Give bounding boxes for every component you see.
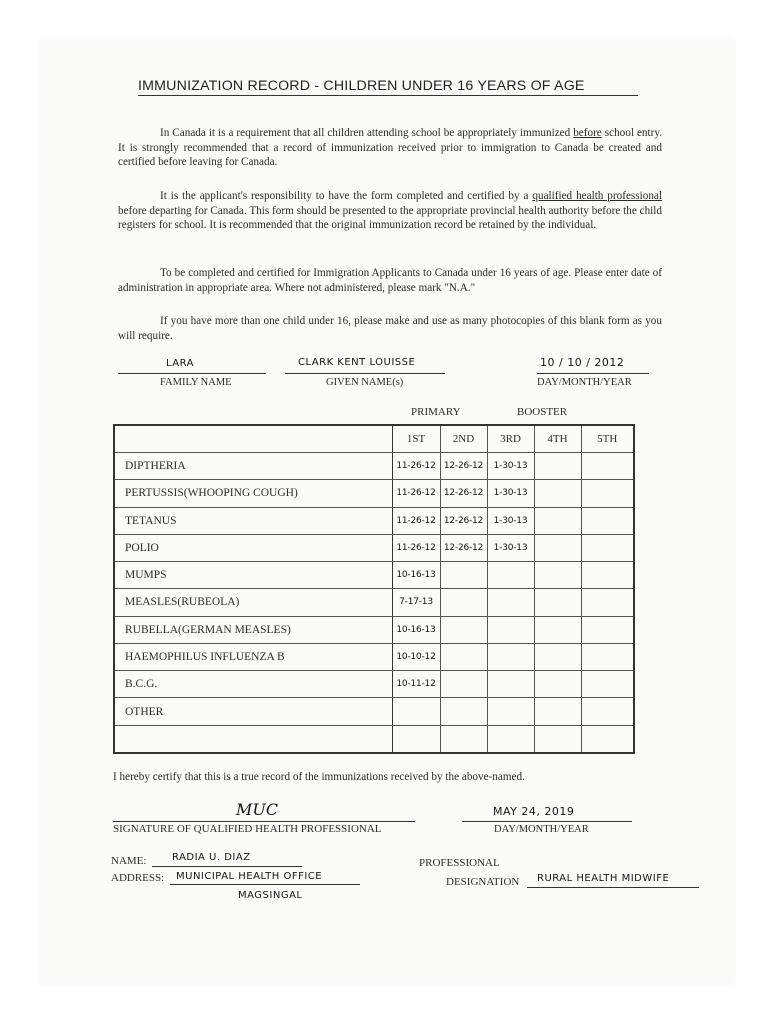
vaccine-name <box>114 725 392 753</box>
dose-date-cell[interactable] <box>581 453 634 480</box>
table-row <box>114 698 634 725</box>
name-line <box>152 866 302 867</box>
immunization-table <box>113 424 635 754</box>
table-row <box>114 616 634 643</box>
table-row <box>114 562 634 589</box>
table-row <box>114 671 634 698</box>
dose-date-cell[interactable] <box>534 453 581 480</box>
paragraph-instructions <box>118 266 662 295</box>
dose-date-cell[interactable]: 12-26-12 <box>440 507 487 534</box>
dose-date-cell[interactable]: 11-26-12 <box>392 453 440 480</box>
dose-date-cell[interactable]: 1-30-13 <box>487 507 534 534</box>
dose-date-cell[interactable] <box>581 589 634 616</box>
dose-date-cell[interactable]: 11-26-12 <box>392 507 440 534</box>
dose-date-cell[interactable] <box>581 725 634 753</box>
dose-date-cell[interactable] <box>392 698 440 725</box>
dose-date-cell[interactable] <box>440 671 487 698</box>
paragraph-requirement <box>118 126 662 170</box>
vaccine-name: TETANUS <box>114 507 392 534</box>
vaccine-name: MEASLES(RUBEOLA) <box>114 589 392 616</box>
dose-date-cell[interactable]: 11-26-12 <box>392 480 440 507</box>
dose-date-cell[interactable]: 12-26-12 <box>440 534 487 561</box>
dose-date-cell[interactable] <box>534 698 581 725</box>
certification-date-label: DAY/MONTH/YEAR <box>494 824 589 835</box>
signature-label: SIGNATURE OF QUALIFIED HEALTH PROFESSIONAL <box>113 823 382 835</box>
dose-date-cell[interactable] <box>581 671 634 698</box>
certification-date-value[interactable]: MAY 24, 2019 <box>493 805 575 818</box>
paragraph-requirement-underlined: before <box>573 127 602 139</box>
family-name-value[interactable]: LARA <box>166 358 195 369</box>
paragraph-requirement-text-b: school entry. It is strongly recommended that a record of immunization received prior to immigration to Canada be created and certified before leaving for Canada. <box>118 127 662 168</box>
paragraph-requirement-text-a: In Canada it is a requirement that all children attending school be appropriately immunized <box>160 127 574 139</box>
dose-date-cell[interactable] <box>487 616 534 643</box>
dose-date-cell[interactable] <box>534 534 581 561</box>
column-header-2nd: 2ND <box>440 425 487 453</box>
designation-value[interactable]: RURAL HEALTH MIDWIFE <box>537 873 670 884</box>
dose-date-cell[interactable] <box>440 643 487 670</box>
given-names-value[interactable]: CLARK KENT LOUISSE <box>298 357 416 368</box>
table-row <box>114 589 634 616</box>
dose-date-cell[interactable]: 1-30-13 <box>487 534 534 561</box>
dose-date-cell[interactable]: 1-30-13 <box>487 453 534 480</box>
dose-date-cell[interactable] <box>487 698 534 725</box>
designation-label: DESIGNATION <box>446 876 520 888</box>
column-header-1st: 1ST <box>392 425 440 453</box>
given-names-line <box>285 373 445 374</box>
birth-date-label: DAY/MONTH/YEAR <box>537 377 632 388</box>
vaccine-name: RUBELLA(GERMAN MEASLES) <box>114 616 392 643</box>
dose-date-cell[interactable]: 10-11-12 <box>392 671 440 698</box>
dose-date-cell[interactable] <box>440 698 487 725</box>
table-row <box>114 453 634 480</box>
dose-date-cell[interactable] <box>534 671 581 698</box>
dose-date-cell[interactable] <box>534 589 581 616</box>
dose-date-cell[interactable]: 11-26-12 <box>392 534 440 561</box>
column-header-5th: 5TH <box>581 425 634 453</box>
form-title: IMMUNIZATION RECORD - CHILDREN UNDER 16 YEARS OF AGE <box>138 78 638 96</box>
name-label: NAME: <box>111 855 147 867</box>
table-row <box>114 480 634 507</box>
table-row <box>114 643 634 670</box>
dose-date-cell[interactable] <box>487 725 534 753</box>
table-header-blank <box>114 425 392 453</box>
family-name-label: FAMILY NAME <box>160 377 232 388</box>
vaccine-name: HAEMOPHILUS INFLUENZA B <box>114 643 392 670</box>
dose-date-cell[interactable] <box>487 589 534 616</box>
dose-date-cell[interactable] <box>487 643 534 670</box>
address-line <box>170 884 360 885</box>
vaccine-name: B.C.G. <box>114 671 392 698</box>
vaccine-name: MUMPS <box>114 562 392 589</box>
signature-line <box>113 821 415 822</box>
paragraph-photocopies <box>118 314 662 343</box>
vaccine-name: PERTUSSIS(WHOOPING COUGH) <box>114 480 392 507</box>
dose-date-cell[interactable]: 1-30-13 <box>487 480 534 507</box>
table-header-row <box>114 425 634 453</box>
column-header-3rd: 3RD <box>487 425 534 453</box>
given-names-label: GIVEN NAME(s) <box>326 377 404 388</box>
dose-date-cell[interactable] <box>581 534 634 561</box>
dose-date-cell[interactable] <box>487 562 534 589</box>
table-row <box>114 725 634 753</box>
dose-date-cell[interactable] <box>534 725 581 753</box>
dose-date-cell[interactable] <box>581 480 634 507</box>
vaccine-name: DIPTHERIA <box>114 453 392 480</box>
table-row <box>114 507 634 534</box>
column-header-4th: 4TH <box>534 425 581 453</box>
professional-label: PROFESSIONAL <box>419 857 500 869</box>
professional-name-value[interactable]: RADIA U. DIAZ <box>172 852 251 863</box>
dose-date-cell[interactable] <box>534 507 581 534</box>
dose-date-cell[interactable]: 10-16-13 <box>392 562 440 589</box>
signature-value[interactable]: MUC <box>236 800 279 819</box>
certification-date-line <box>462 821 632 822</box>
dose-date-cell[interactable]: 12-26-12 <box>440 453 487 480</box>
address-line1-value[interactable]: MUNICIPAL HEALTH OFFICE <box>176 871 323 882</box>
dose-date-cell[interactable] <box>581 698 634 725</box>
dose-date-cell[interactable] <box>440 562 487 589</box>
vaccine-name: OTHER <box>114 698 392 725</box>
family-name-line <box>118 373 266 374</box>
table-row <box>114 534 634 561</box>
designation-line <box>527 887 699 888</box>
paragraph-responsibility-text-a: It is the applicant's responsibility to have the form completed and certified by a <box>160 190 533 202</box>
address-line2-value[interactable]: MAGSINGAL <box>238 890 303 901</box>
dose-date-cell[interactable] <box>581 507 634 534</box>
dose-date-cell[interactable] <box>534 562 581 589</box>
certification-statement: I hereby certify that this is a true record of the immunizations received by the above-named. <box>113 771 525 783</box>
birth-date-value[interactable]: 10 / 10 / 2012 <box>540 356 625 369</box>
dose-date-cell[interactable] <box>440 589 487 616</box>
dose-date-cell[interactable] <box>392 725 440 753</box>
paragraph-photocopies-text: If you have more than one child under 16, please make and use as many photocopies of this blank form as you will require. <box>118 315 662 342</box>
dose-date-cell[interactable] <box>534 616 581 643</box>
dose-date-cell[interactable]: 7-17-13 <box>392 589 440 616</box>
primary-header: PRIMARY <box>411 406 461 418</box>
dose-date-cell[interactable] <box>534 643 581 670</box>
dose-date-cell[interactable] <box>440 725 487 753</box>
dose-date-cell[interactable] <box>581 562 634 589</box>
birth-date-line <box>537 373 649 374</box>
dose-date-cell[interactable] <box>487 671 534 698</box>
dose-date-cell[interactable] <box>440 616 487 643</box>
paragraph-responsibility <box>118 189 662 233</box>
address-label: ADDRESS: <box>111 872 165 884</box>
dose-date-cell[interactable]: 10-10-12 <box>392 643 440 670</box>
dose-date-cell[interactable] <box>581 643 634 670</box>
dose-date-cell[interactable] <box>581 616 634 643</box>
paragraph-responsibility-underlined: qualified health professional <box>532 190 662 202</box>
booster-header: BOOSTER <box>517 406 568 418</box>
dose-date-cell[interactable]: 12-26-12 <box>440 480 487 507</box>
paragraph-instructions-text: To be completed and certified for Immigration Applicants to Canada under 16 years of age. Please enter date of administration in appropriate area. Where not administered, please mark "N.A." <box>118 267 662 294</box>
dose-date-cell[interactable] <box>534 480 581 507</box>
paragraph-responsibility-text-b: before departing for Canada. This form should be presented to the appropriate provincial health authority before the child registers for school. It is recommended that the original immunization record be retained by the individual. <box>118 204 662 231</box>
vaccine-name: POLIO <box>114 534 392 561</box>
dose-date-cell[interactable]: 10-16-13 <box>392 616 440 643</box>
